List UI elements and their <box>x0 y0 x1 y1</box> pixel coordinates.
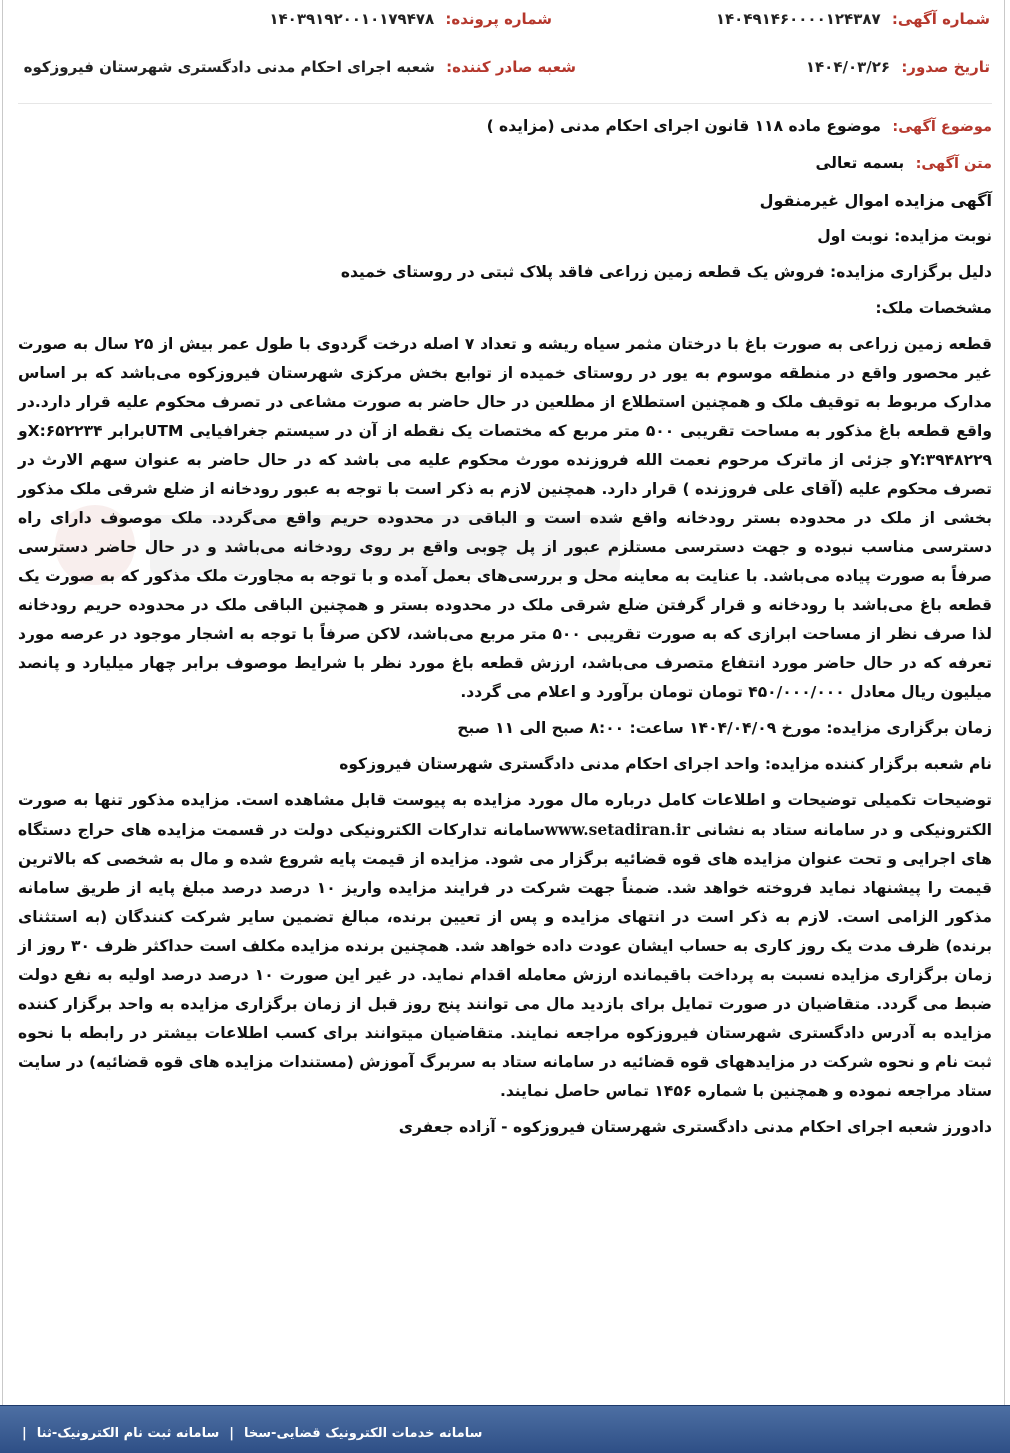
case-number-row <box>269 10 552 28</box>
case-number-label: شماره پرونده: <box>445 10 552 28</box>
footer-links <box>20 1426 490 1441</box>
auction-round: نوبت مزایده: نوبت اول <box>817 227 992 245</box>
footer-link-sakha[interactable]: سامانه خدمات الکترونیک قضایی-سخا <box>244 1426 483 1441</box>
issue-date-row <box>806 58 990 76</box>
branch-value: شعبه اجرای احکام مدنی دادگستری شهرستان فیروزکوه <box>23 58 435 76</box>
signature-line: دادورز شعبه اجرای احکام مدنی دادگستری شهرستان فیروزکوه - آزاده جعفری <box>398 1118 992 1136</box>
auction-organizer: نام شعبه برگزار کننده مزایده: واحد اجرای احکام مدنی دادگستری شهرستان فیروزکوه <box>339 755 992 773</box>
branch-label: شعبه صادر کننده: <box>446 58 576 76</box>
additional-details <box>18 786 992 1106</box>
auction-time: زمان برگزاری مزایده: مورخ ۱۴۰۴/۰۴/۰۹ ساعت: ۸:۰۰ صبح الی ۱۱ صبح <box>457 719 992 737</box>
issue-date-label: تاریخ صدور: <box>901 58 990 76</box>
ad-number-row <box>716 10 990 28</box>
footer-bar <box>0 1405 1010 1453</box>
footer-link-sana[interactable]: سامانه ثبت نام الکترونیک-ثنا <box>36 1426 220 1441</box>
ad-number-value: ۱۴۰۴۹۱۴۶۰۰۰۰۱۲۴۳۸۷ <box>715 10 881 28</box>
case-number-value: ۱۴۰۳۹۱۹۲۰۰۱۰۱۷۹۴۷۸ <box>269 10 435 28</box>
bismillah-text: بسمه تعالی <box>815 154 905 172</box>
details-text-2: سامانه تدارکات الکترونیکی دولت در قسمت مزایده های حراج دستگاه های اجرایی و تحت عنوان مزایده های قوه قضائیه برگزار می شود. مزایده از قیمت پایه شروع شده و مال به شخصی که بالاترین قیمت را پیشنهاد نماید فروخته خواهد شد. ضمناً جهت شرکت در فرایند مزایده واریز ۱۰ درصد درصد مبلغ پایه از طریق سامانه مذکور الزامی است. لازم به ذکر است در انتهای مزایده و پس از تعیین برنده، مبالغ تضمین سایر شرکت کنندگان (به استثنای برنده) ظرف مدت یک روز کاری به حساب ایشان عودت داده خواهد شد. همچنین برنده مزایده مکلف است حداکثر ظرف ۳۰ روز از زمان برگزاری مزایده نسبت به پرداخت باقیمانده ارزش معامله اقدام نماید. در غیر این صورت ۱۰ درصد درصد اولیه به نفع دولت ضبط می گردد. متقاضیان در صورت تمایل برای بازدید مال می توانند پنج روز قبل از زمان برگزاری مزایده به واحد برگزار کننده مزایده به آدرس دادگستری شهرستان فیروزکوه مراجعه نمایند. متقاضیان میتوانند برای کسب اطلاعات بیشتر در رابطه با نحوه ثبت نام و نحوه شرکت در مزایدههای قوه قضائیه در سامانه ستاد به سربرگ آموزش (مستندات مزایده های قوه قضائیه) در سایت ستاد مراجعه نموده و همچنین با شماره ۱۴۵۶ تماس حاصل نمایند. <box>18 821 992 1100</box>
setad-url-link[interactable]: www.setadiran.ir <box>544 820 691 839</box>
property-description: قطعه زمین زراعی به صورت باغ با درختان مثمر سیاه ریشه و تعداد ۷ اصله درخت گردوی با طول عمر بیش از ۲۵ سال به صورت غیر محصور واقع در منطقه موسوم به یور در روستای خمیده از توابع بخش مرکزی شهرستان فیروزکوه می‌باشد که بر اساس مدارک مربوط به توقیف ملک و همچنین استطلاع از مطلعین در حال حاضر به صورت مشاعی در تصرف محکوم علیه قرار دارد.در واقع قطعه باغ مذکور به مساحت تقریبی ۵۰۰ متر مربع که مختصات یک نقطه از آن در سیستم جغرافیایی UTMبرابر X:۶۵۲۲۳۴و Y:۳۹۴۸۲۲۹و جزئی از ماترک مرحوم نعمت الله فروزنده مورث محکوم علیه می باشد که در حال حاضر به عنوان سهم الارث در تصرف محکوم علیه (آقای علی فروزنده ) قرار دارد. همچنین لازم به ذکر است با توجه به عبور رودخانه از ضلع شرقی ملک مذکور بخشی از ملک در محدوده بستر رودخانه واقع شده است و الباقی در محدوده حریم واقع می‌گردد. ملک موصوف دارای راه دسترسی مناسب نبوده و جهت دسترسی مستلزم عبور از پل چوبی واقع بر روی رودخانه می‌باشد و در حال حاضر دسترسی صرفاً به صورت پیاده می‌باشد. با عنایت به معاینه محل و بررسی‌های بعمل آمده و با توجه به مجاورت ملک مذکور که به صورت یک قطعه باغ می‌باشد با رودخانه و قرار گرفتن ضلع شرقی ملک در محدوده بستر و همچنین الباقی ملک در محدوده حریم رودخانه لذا صرف نظر از مساحت ابرازی که به صورت تقریبی ۵۰۰ متر مربع می‌باشد، لاکن صرفاً با توجه به اشجار موجود در عرصه مورد تعرفه که در حال حاضر مورد انتفاع متصرف می‌باشد، ارزش قطعه باغ مورد نظر با شرایط موصوف برابر چهار میلیارد و پانصد میلیون ریال معادل ۴۵۰/۰۰۰/۰۰۰ تومان تومان برآورد و اعلام می گردد. <box>18 335 992 701</box>
notice-title: آگهی مزایده اموال غیرمنقول <box>759 191 992 210</box>
auction-reason: دلیل برگزاری مزایده: فروش یک قطعه زمین زراعی فاقد پلاک ثبتی در روستای خمیده <box>340 263 992 281</box>
body-label: متن آگهی: <box>915 156 992 172</box>
subject-text: موضوع ماده ۱۱۸ قانون اجرای احکام مدنی (مزایده ) <box>486 117 882 135</box>
details-text-1: توضیحات تکمیلی توضیحات و اطلاعات کامل درباره مال مورد مزایده به پیوست قابل مشاهده است. مزایده مذکور تنها به صورت الکترونیکی و در سامانه ستاد به نشانی <box>18 791 992 839</box>
header-divider <box>18 103 992 104</box>
notice-body <box>18 112 992 1149</box>
subject-line <box>18 112 992 142</box>
ad-number-label: شماره آگهی: <box>891 10 990 28</box>
issue-date-value: ۱۴۰۴/۰۳/۲۶ <box>805 58 891 76</box>
footer-separator: | <box>229 1426 235 1441</box>
body-intro-line <box>18 149 992 179</box>
subject-label: موضوع آگهی: <box>892 119 992 135</box>
property-heading: مشخصات ملک: <box>875 299 992 317</box>
branch-row <box>24 58 576 76</box>
footer-separator-end: | <box>22 1426 27 1441</box>
